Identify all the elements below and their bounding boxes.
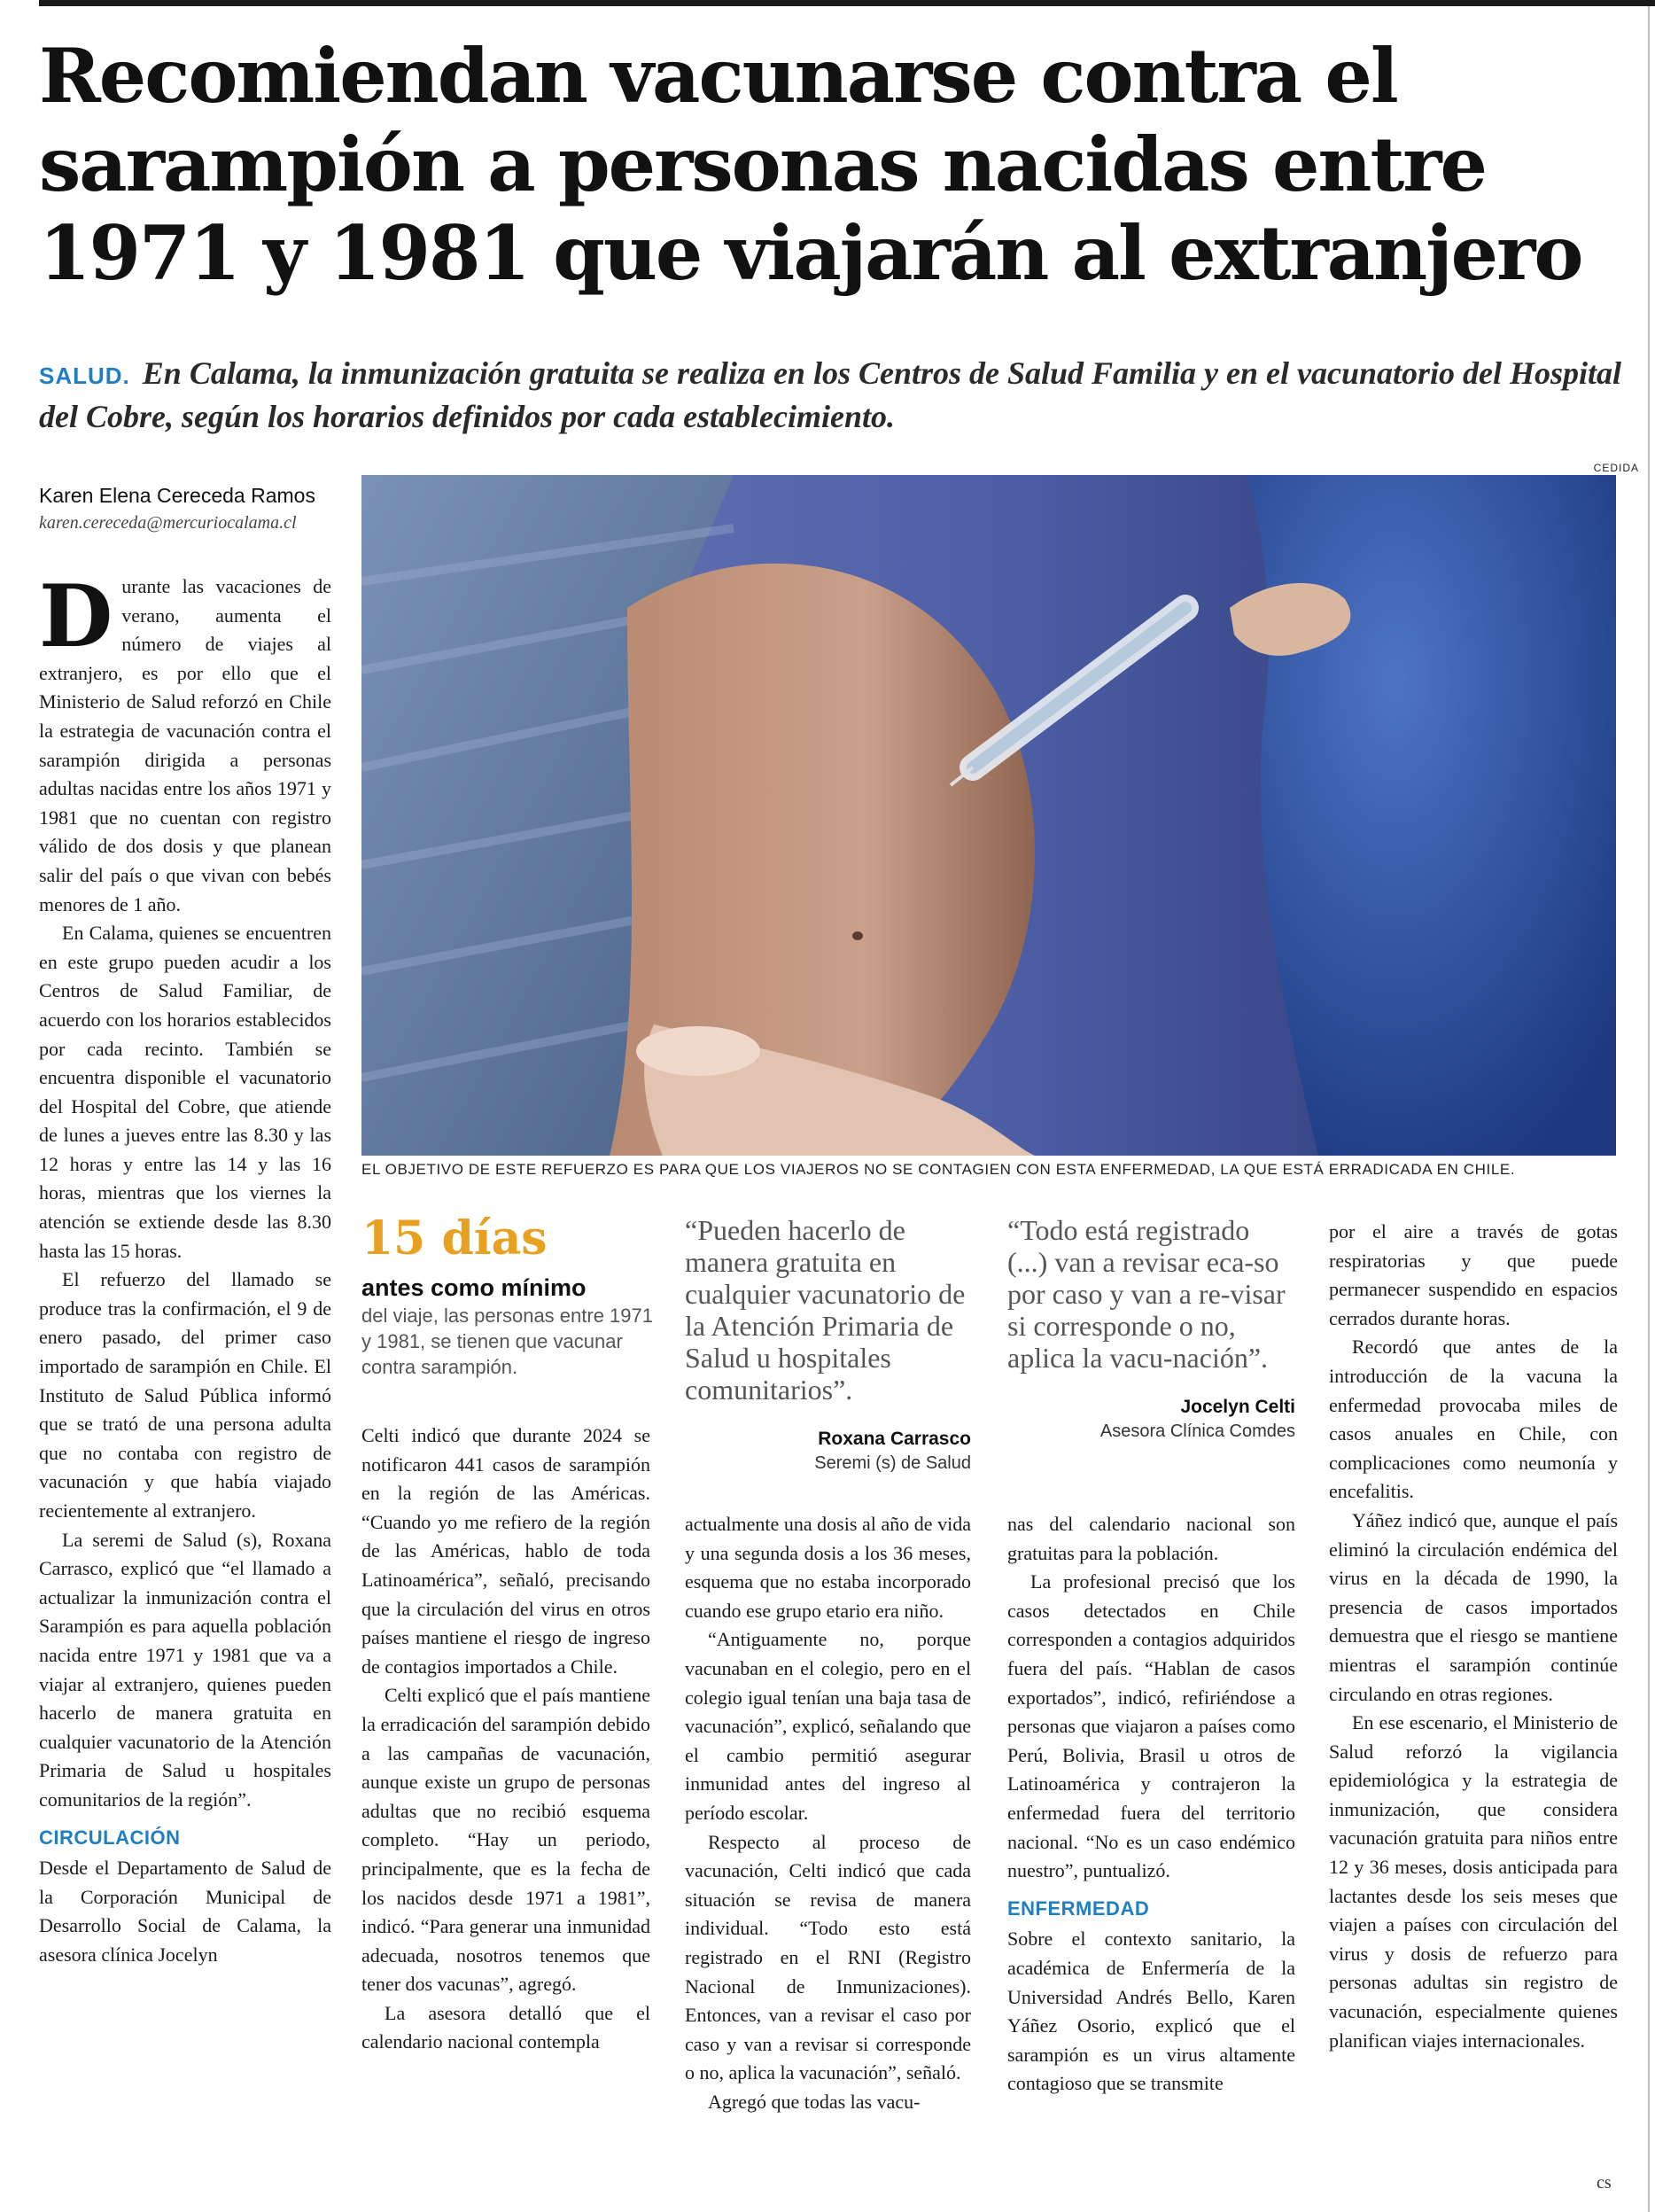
headline [39,32,1634,298]
end-mark: cs [1597,2173,1612,2193]
article-column-4 [1007,1510,1295,2099]
paragraph: Respecto al proceso de vacunación, Celti indicó que cada situación se revisa de manera individual. “Todo esto está registrado en el RNI (Registro Nacional de Inmunizaciones). Entonces, van a revisar el caso por caso y van a revisar si corresponde o no, aplica la vacunación”, señaló. [685,1830,971,2084]
stat-text: del viaje, las personas entre 1971 y 1981, se tienen que vacunar contra sarampión. [361,1305,653,1378]
paragraph: “Antiguamente no, porque vacunaban en el colegio, pero en el colegio igual tenían una baja tasa de vacunación”, explicó, señalando que el cambio permitió asegurar inmunidad antes del ingreso al período escolar. [685,1628,971,1824]
subheading: ENFERMEDAD [1007,1897,1150,1920]
quote-text: “Pueden hacerlo de manera gratuita en cualquier vacunatorio de la Atención Primaria de Salud u hospitales comunitarios”. [685,1214,966,1406]
paragraph: La asesora detalló que el calendario nacional contempla [361,2001,650,2053]
paragraph: En ese escenario, el Ministerio de Salud reforzó la vigilancia epidemiológica y la estrategia de inmunización, que considera vacunación gratuita para niños entre 12 y 36 meses, dosis anticipada para lactantes desde los seis meses que viajen a países con circulación del virus y dosis de refuerzo para personas adultas sin registro de vacunación, especialmente quienes planifican viajes internacionales. [1329,1711,1618,2052]
photo-credit: CEDIDA [1593,462,1639,474]
headline-line: sarampión a personas nacidas entre [39,121,1486,208]
paragraph: por el aire a través de gotas respiratorias y que puede permanecer suspendido en espacios cerrados durante horas. [1329,1220,1618,1329]
pull-quote [685,1214,971,1474]
article-column-1 [39,566,331,1970]
stat-subtitle: antes como mínimo [361,1274,587,1301]
subheading: CIRCULACIÓN [39,1826,181,1849]
section-tag: SALUD. [39,362,130,389]
photo-caption: EL OBJETIVO DE ESTE REFUERZO ES PARA QUE LOS VIAJEROS NO SE CONTAGIEN CON ESTA ENFERMEDAD, LA QUE ESTÁ ERRADICADA EN CHILE. [361,1161,1516,1178]
byline [39,484,367,534]
quote-role: Seremi (s) de Salud [814,1453,971,1473]
pull-quote [1007,1214,1295,1442]
headline-line: Recomiendan vacunarse contra el [39,32,1397,120]
stat-number: 15 días [361,1211,548,1266]
article-column-2 [361,1421,650,2057]
article-column-5 [1329,1218,1618,2055]
paragraph: Celti indicó que durante 2024 se notificaron 441 casos de sarampión en la región de las Américas. “Cuando yo me refiero de la región de las Américas, hablo de toda Latinoamérica”, señaló, precisando que la circulación del virus en otros países mantiene el riesgo de ingreso de contagios importados a Chile. [361,1424,650,1678]
paragraph: Sobre el contexto sanitario, la académica de Enfermería de la Universidad Andrés Bello, Karen Yáñez Osorio, explicó que el sarampión es un virus altamente contagioso que se transmite [1007,1928,1295,2095]
author-name: Karen Elena Cereceda Ramos [39,484,315,507]
deck [39,353,1625,437]
paragraph-text: urante las vacaciones de verano, aumenta el número de viajes al extranjero, es por ello que el Ministerio de Salud reforzó en Chile la estrategia de vacunación contra el sarampión dirigida a personas adultas nacidas entre los años 1971 y 1981 que no cuentan con registro válido de dos dosis y que planean salir del país o que vivan con bebés menores de 1 año. [39,575,331,915]
paragraph: El refuerzo del llamado se produce tras la confirmación, el 9 de enero pasado, del primer caso importado de sarampión en Chile. El Instituto de Salud Pública informó que se trató de una persona adulta que no contaba con registro de vacunación y que había viajado recientemente al extranjero. [39,1268,331,1522]
paragraph: Celti explicó que el país mantiene la erradicación del sarampión debido a las campañas de vacunación, aunque existe un grupo de personas adultas que no recibió esquema completo. “Hay un periodo, principalmente, que es la fecha de los nacidos desde 1971 a 1981”, indicó. “Para generar una inmunidad adecuada, nosotros tenemos que tener dos vacunas”, agregó. [361,1684,650,1996]
paragraph: actualmente una dosis al año de vida y una segunda dosis a los 36 meses, esquema que no estaba incorporado cuando ese grupo etario era niño. [685,1513,971,1622]
quote-role: Asesora Clínica Comdes [1099,1421,1295,1441]
right-rule [1648,6,1650,2212]
paragraph: nas del calendario nacional son gratuitas para la población. [1007,1513,1295,1564]
paragraph: Recordó que antes de la introducción de la vacuna la enfermedad provocaba miles de casos anuales en Chile, con complicaciones como neumonía y encefalitis. [1329,1336,1618,1503]
paragraph: Yáñez indicó que, aunque el país eliminó la circulación endémica del virus en la década de 1990, la presencia de casos importados demuestra que el riesgo se mantiene mientras el sarampión continúe circulando en otras regiones. [1329,1508,1618,1705]
stat-box [361,1212,658,1380]
paragraph: La seremi de Salud (s), Roxana Carrasco, explicó que “el llamado a actualizar la inmunización contra el Sarampión es para aquella población nacida entre 1971 y 1981 que va a viajar al extranjero, quienes pueden hacerlo de manera gratuita en cualquier vacunatorio de la Atención Primaria de Salud u hospitales comunitarios de la región”. [39,1528,331,1811]
quote-author: Jocelyn Celti [1180,1397,1295,1417]
headline-line: 1971 y 1981 que viajarán al extranjero [39,209,1582,297]
author-email: karen.cereceda@mercuriocalama.cl [39,513,297,533]
paragraph: Desde el Departamento de Salud de la Corporación Municipal de Desarrollo Social de Calama, la asesora clínica Jocelyn [39,1857,331,1966]
paragraph: En Calama, quienes se encuentren en este grupo pueden acudir a los Centros de Salud Familiar, de acuerdo con los horarios establecidos por cada recinto. También se encuentra disponible el vacunatorio del Hospital del Cobre, que atiende de lunes a jueves entre las 8.30 y las 12 horas y entre las 14 y las 16 horas, mientras que los viernes la atención se extiende desde las 8.30 hasta las 15 horas. [39,922,331,1262]
article-column-3 [685,1510,971,2116]
drop-cap: D [39,566,113,666]
paragraph: Agregó que todas las vacu- [708,2090,921,2113]
quote-text: “Todo está registrado (...) van a revisar eca-so por caso y van a re-visar si corresponde o no, aplica la vacu-nación”. [1007,1214,1286,1374]
deck-text: En Calama, la inmunización gratuita se realiza en los Centros de Salud Familia y en el vacunatorio del Hospital del Cobre, según los horarios definidos por cada establecimiento. [39,355,1621,434]
paragraph: La profesional precisó que los casos detectados en Chile corresponden a contagios adquiridos fuera del país. “Hablan de casos exportados”, indicó, refiriéndose a personas que viajaron a países como Perú, Bolivia, Brasil u otros de Latinoamérica y contrajeron la enfermedad fuera del territorio nacional. “No es un caso endémico nuestro”, puntualizó. [1007,1570,1295,1882]
vaccination-illustration [361,475,1616,1156]
top-rule [39,0,1655,6]
paragraph [39,566,331,919]
quote-author: Roxana Carrasco [818,1429,971,1449]
vaccination-photo [361,475,1616,1156]
